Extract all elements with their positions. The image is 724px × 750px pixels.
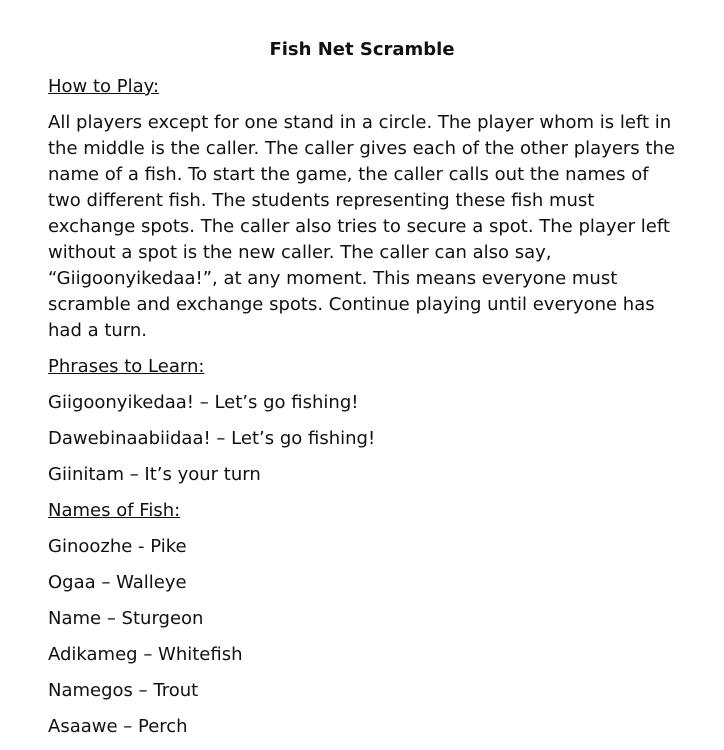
phrase-item: Giinitam – It’s your turn [48, 464, 261, 485]
phrase-item: Dawebinaabiidaa! – Let’s go fishing! [48, 428, 376, 449]
document-body [48, 74, 684, 750]
fish-name-item: Asaawe – Perch [48, 716, 188, 737]
fish-names-heading: Names of Fish: [48, 500, 181, 521]
document-title: Fish Net Scramble [269, 39, 455, 60]
fish-name-item: Adikameg – Whitefish [48, 644, 243, 665]
fish-name-item: Namegos – Trout [48, 680, 199, 701]
fish-name-item: Name – Sturgeon [48, 608, 204, 629]
phrase-item: Giigoonyikedaa! – Let’s go fishing! [48, 392, 359, 413]
phrases-heading: Phrases to Learn: [48, 356, 205, 377]
fish-name-item: Ginoozhe - Pike [48, 536, 187, 557]
how-to-play-heading: How to Play: [48, 76, 160, 97]
fish-name-item: Ogaa – Walleye [48, 572, 187, 593]
how-to-play-paragraph: All players except for one stand in a circle. The player whom is left in the middle is the caller. The caller gives each of the other players the name of a fish. To start the game, the caller calls out the names of two different fish. The students representing these fish must exchange spots. The caller also tries to secure a spot. The player left without a spot is the new caller. The caller can also say, “Giigoonyikedaa!”, at any moment. This means everyone must scramble and exchange spots. Continue playing until everyone has had a turn. [48, 112, 675, 341]
